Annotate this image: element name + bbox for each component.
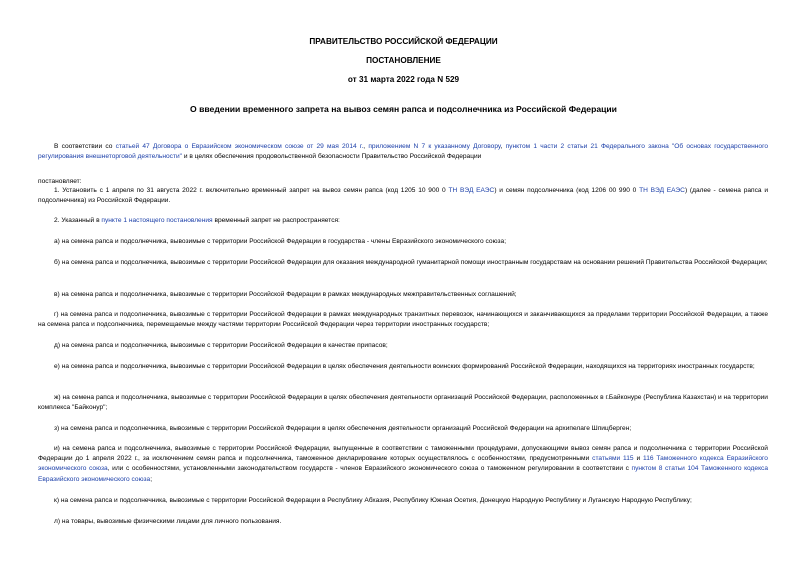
link-treaty-annex-7[interactable]: приложением N 7 к указанному Договору bbox=[368, 143, 501, 150]
decides-line: постановляет: bbox=[38, 178, 82, 185]
document-title: О введении временного запрета на вывоз семян рапса и подсолнечника из Российской Федерации bbox=[190, 104, 617, 114]
item-l: л) на товары, вывозимые физическими лицами для личного пользования. bbox=[54, 518, 282, 525]
item-b: б) на семена рапса и подсолнечника, вывозимые с территории Российской Федерации для оказания международной гуманитарной помощи иностранным государствам на основании решений Правительства Российской Федерации; bbox=[54, 259, 768, 266]
item-k: к) на семена рапса и подсолнечника, вывозимые с территории Российской Федерации в Республику Абхазия, Республику Южная Осетия, Донецкую Народную Республику и Луганскую Народную Республику; bbox=[54, 497, 692, 504]
item-g: г) на семена рапса и подсолнечника, вывозимые с территории Российской Федерации в рамках международных транзитных перевозок, начинающихся и заканчивающихся за пределами территории Российской Федерации, а также на семена рапса и подсолнечника, перемещаемые между частями территории Российской Федерации через территории иностранных государств; bbox=[38, 311, 768, 329]
document-date-number: от 31 марта 2022 года N 529 bbox=[347, 75, 460, 84]
link-customs-code-article-104[interactable]: пунктом 8 статьи 104 Таможенного кодекса Евразийского экономического союза bbox=[38, 465, 768, 483]
link-federal-law-article-21[interactable]: пунктом 1 части 2 статьи 21 Федерального закона "Об основах государственного регулирования внешнеторговой деятельности" bbox=[38, 143, 768, 161]
item-z: з) на семена рапса и подсолнечника, вывозимые с территории Российской Федерации в целях обеспечения деятельности организаций Российской Федерации на архипелаге Шпицберген; bbox=[54, 425, 632, 432]
document-type: ПОСТАНОВЛЕНИЕ bbox=[366, 56, 441, 65]
paragraph-2 bbox=[38, 216, 768, 226]
item-d: д) на семена рапса и подсолнечника, вывозимые с территории Российской Федерации в качестве припасов; bbox=[54, 342, 388, 349]
paragraph-1 bbox=[38, 186, 768, 206]
link-point-1[interactable]: пункте 1 настоящего постановления bbox=[101, 217, 213, 224]
link-tn-ved-2[interactable]: ТН ВЭД ЕАЭС bbox=[639, 187, 685, 194]
preamble-paragraph bbox=[38, 142, 768, 162]
government-heading: ПРАВИТЕЛЬСТВО РОССИЙСКОЙ ФЕДЕРАЦИИ bbox=[309, 37, 498, 46]
paragraph-2-text-1: 2. Указанный в bbox=[54, 217, 102, 224]
item-i bbox=[38, 444, 768, 485]
item-zh: ж) на семена рапса и подсолнечника, вывозимые с территории Российской Федерации в целях обеспечения деятельности организаций Российской Федерации, расположенных в г.Байконуре (Республика Казахстан) и на территории комплекса "Байконур"; bbox=[38, 394, 768, 412]
item-e: е) на семена рапса и подсолнечника, вывозимые с территории Российской Федерации в целях обеспечения деятельности воинских формирований Российской Федерации, находящихся на территориях иностранных государств; bbox=[54, 363, 755, 370]
item-v: в) на семена рапса и подсолнечника, вывозимые с территории Российской Федерации в рамках международных межправительственных соглашений; bbox=[54, 291, 517, 298]
preamble-text-3: , bbox=[500, 143, 506, 150]
item-i-text-2: и bbox=[633, 455, 644, 463]
paragraph-1-text-3: ) (далее - семена рапса и подсолнечника) из Российской Федерации. bbox=[38, 187, 769, 205]
paragraph-1-text-1: 1. Установить с 1 апреля по 31 августа 2022 г. включительно временный запрет на вывоз семян рапса (код 1205 10 900 0 bbox=[54, 187, 449, 194]
link-customs-code-article-116[interactable]: 116 Таможенного кодекса Евразийского экономического союза bbox=[38, 455, 768, 473]
item-i-text-4: ; bbox=[150, 475, 153, 483]
item-i-text-1: и) на семена рапса и подсолнечника, вывозимые с территории Российской Федерации, выпущенные в соответствии с таможенными процедурами, допускающими вывоз семян рапса и подсолнечника с территории Российской Федерации до 1 апреля 2022 г., за исключением семян рапса и подсолнечника, таможенное декларирование которых осуществлялось с особенностями, предусмотренными bbox=[38, 445, 768, 463]
preamble-text-1: В соответствии со bbox=[54, 143, 116, 150]
link-customs-code-article-115[interactable]: статьями 115 bbox=[592, 455, 634, 463]
item-i-text-3: , или с особенностями, установленными законодательством государств - членов Евразийского экономического союза о таможенном регулировании в соответствии с bbox=[107, 465, 632, 473]
preamble-text-2: , bbox=[363, 143, 369, 150]
paragraph-2-text-2: временный запрет не распространяется: bbox=[212, 217, 340, 224]
item-a: а) на семена рапса и подсолнечника, вывозимые с территории Российской Федерации в государства - члены Евразийского экономического союза; bbox=[54, 238, 507, 245]
paragraph-1-text-2: ) и семян подсолнечника (код 1206 00 990 0 bbox=[494, 187, 640, 194]
link-tn-ved-1[interactable]: ТН ВЭД ЕАЭС bbox=[448, 187, 495, 194]
link-eaeu-treaty-article-47[interactable]: статьей 47 Договора о Евразийском экономическом союзе от 29 мая 2014 г. bbox=[115, 143, 364, 150]
preamble-text-4: и в целях обеспечения продовольственной безопасности Правительство Российской Федерации bbox=[182, 153, 482, 161]
